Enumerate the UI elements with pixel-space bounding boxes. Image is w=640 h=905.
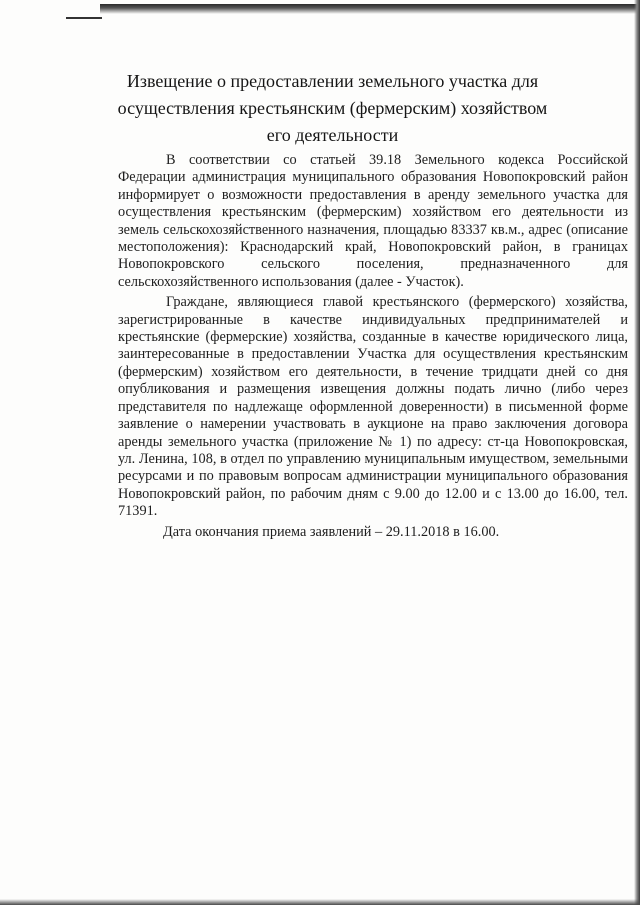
document-title: Извещение о предоставлении земельного участка для осуществления крестьянским (фермерским) хозяйством его деятельности xyxy=(117,71,548,145)
paragraph-deadline: Дата окончания приема заявлений – 29.11.2018 в 16.00. xyxy=(163,523,500,540)
scan-edge-mark xyxy=(66,17,102,19)
scan-edge-right xyxy=(634,0,640,905)
paragraph-intro: В соответствии со статьей 39.18 Земельного кодекса Российской Федерации администрация муниципального образования Новопокровский район информирует о возможности предоставления в аренду земельного участка для осуществления крестьянским (фермерским) хозяйством его деятельности из земель сельскохозяйственного назначения, площадью 83337 кв.м., адрес (описание местоположения): Краснодарский край, Новопокровский район, в границах Новопокровского сельского поселения, предназначенного для сельскохозяйственного использования (далее - Участок). xyxy=(118,152,628,290)
scan-edge-top xyxy=(100,4,640,14)
document-body xyxy=(118,152,628,541)
scan-edge-bottom xyxy=(0,899,640,905)
paragraph-application-terms: Граждане, являющиеся главой крестьянского (фермерского) хозяйства, зарегистрированные в качестве индивидуальных предпринимателей и крестьянские (фермерские) хозяйства, созданные в качестве юридического лица, заинтересованные в предоставлении Участка для осуществления крестьянским (фермерским) хозяйством его деятельности, в течение тридцати дней со дня опубликования и размещения извещения должны подать лично (либо через представителя по надлежаще оформленной доверенности) в письменной форме заявление о намерении участвовать в аукционе на право заключения договора аренды земельного участка (приложение № 1) по адресу: ст-ца Новопокровская, ул. Ленина, 108, в отдел по управлению муниципальным имуществом, земельными ресурсами и по правовым вопросам администрации муниципального образования Новопокровский район, по рабочим дням с 9.00 до 12.00 и с 13.00 до 16.00, тел. 71391. xyxy=(118,294,628,520)
